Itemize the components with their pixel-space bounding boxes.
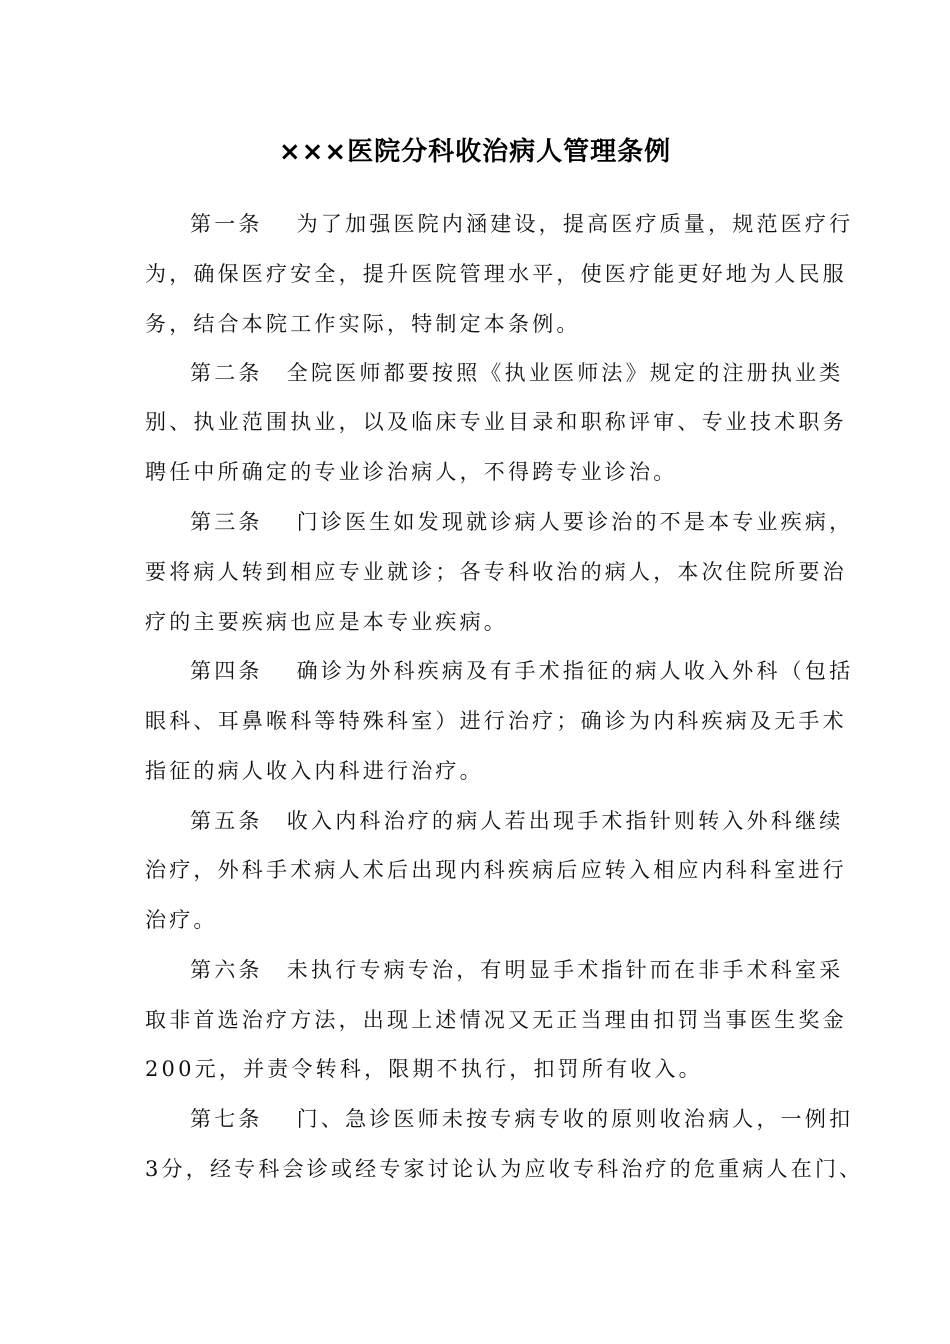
article-2-line-3: 聘任中所确定的专业诊治病人，不得跨专业诊治。 xyxy=(145,460,678,484)
article-4-line-3: 指征的病人收入内科进行治疗。 xyxy=(145,759,484,783)
article-4-line-2: 眼科、耳鼻喉科等特殊科室）进行治疗；确诊为内科疾病及无手术 xyxy=(145,709,847,733)
article-3-line-1: 第三条 门诊医生如发现就诊病人要诊治的不是本专业疾病， xyxy=(190,510,854,534)
article-6-line-1: 第六条 未执行专病专治，有明显手术指针而在非手术科室采 xyxy=(190,958,844,982)
article-5-line-3: 治疗。 xyxy=(145,908,218,932)
document-title: ×××医院分科收治病人管理条例 xyxy=(278,137,672,167)
article-3-line-2: 要将病人转到相应专业就诊；各专科收治的病人，本次住院所要治 xyxy=(145,560,847,584)
article-1-line-3: 务，结合本院工作实际，特制定本条例。 xyxy=(145,312,581,336)
article-6-line-3: 200元，并责令转科，限期不执行，扣罚所有收入。 xyxy=(145,1057,703,1081)
article-2-line-2: 别、执业范围执业，以及临床专业目录和职称评审、专业技术职务 xyxy=(145,410,847,434)
article-6-line-2: 取非首选治疗方法，出现上述情况又无正当理由扣罚当事医生奖金 xyxy=(145,1008,847,1032)
article-1-line-1: 第一条 为了加强医院内涵建设，提高医疗质量，规范医疗行 xyxy=(190,212,854,236)
article-5-line-1: 第五条 收入内科治疗的病人若出现手术指针则转入外科继续 xyxy=(190,809,844,833)
article-2-line-1: 第二条 全院医师都要按照《执业医师法》规定的注册执业类 xyxy=(190,361,844,385)
article-3-line-3: 疗的主要疾病也应是本专业疾病。 xyxy=(145,610,508,634)
article-7-line-2: 3分，经专科会诊或经专家讨论认为应收专科治疗的危重病人在门、 xyxy=(145,1157,864,1181)
article-1-line-2: 为，确保医疗安全，提升医院管理水平，使医疗能更好地为人民服 xyxy=(145,262,847,286)
article-7-line-1: 第七条 门、急诊医师未按专病专收的原则收治病人，一例扣 xyxy=(190,1107,854,1131)
article-4-line-1: 第四条 确诊为外科疾病及有手术指征的病人收入外科（包括 xyxy=(190,659,854,683)
article-5-line-2: 治疗，外科手术病人术后出现内科疾病后应转入相应内科科室进行 xyxy=(145,858,847,882)
